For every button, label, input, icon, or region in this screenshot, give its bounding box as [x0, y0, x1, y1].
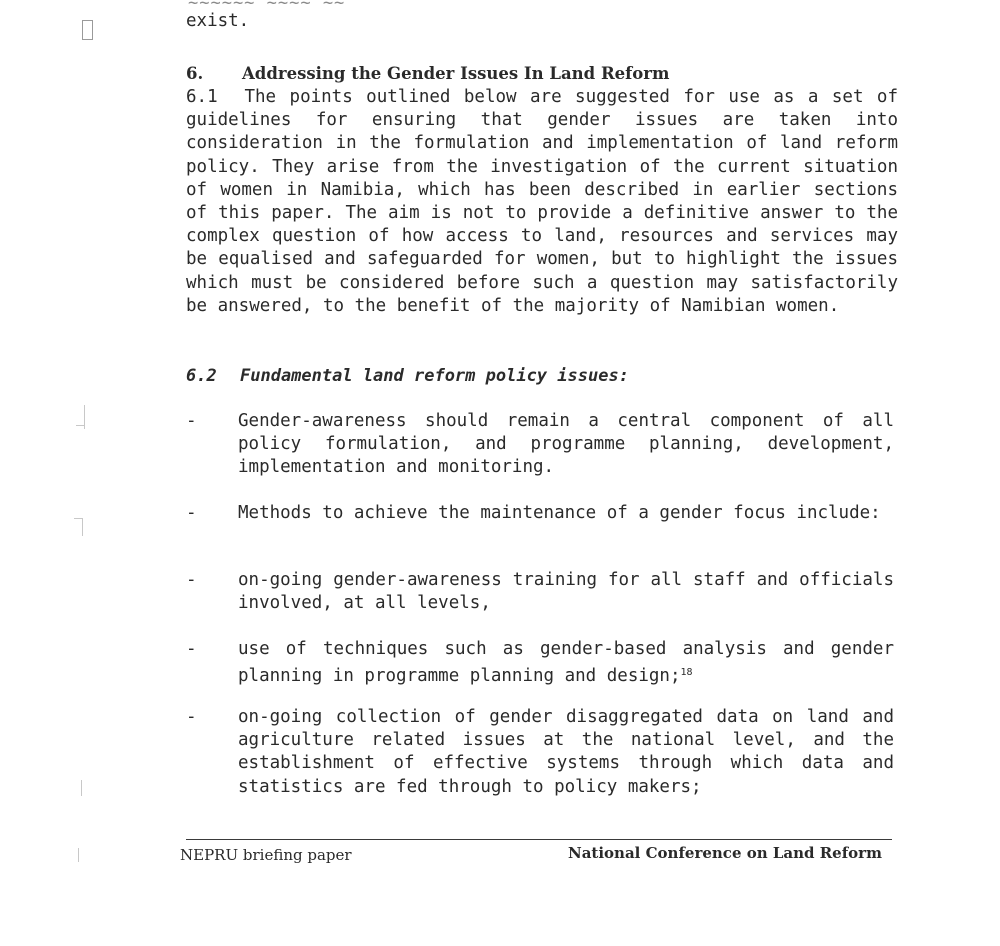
- section-title: Addressing the Gender Issues In Land Reform: [242, 64, 670, 83]
- bullet-text: use of techniques such as gender-based analysis and gender planning in programme planning and design;: [238, 639, 894, 687]
- bullet-text: on-going gender-awareness training for all staff and officials involved, at all levels,: [238, 570, 894, 614]
- bullet-dash: -: [186, 570, 197, 590]
- scan-margin-line: [76, 425, 84, 426]
- top-fragment: exist.: [186, 11, 250, 31]
- bullet-text-with-footnote: [238, 638, 894, 688]
- scan-margin-line: [74, 518, 82, 519]
- bullet-text: Methods to achieve the maintenance of a gender focus include:: [238, 503, 881, 523]
- subsection-title: Fundamental land reform policy issues:: [240, 366, 629, 386]
- footnote-marker: 18: [680, 667, 693, 679]
- bullet-item: [186, 638, 898, 688]
- subsection-heading: [186, 364, 898, 388]
- bullet-text: Gender-awareness should remain a central component of all policy formulation, and programme planning, development, implementation and monitoring.: [238, 411, 894, 478]
- bullet-item: [186, 410, 898, 480]
- scan-margin-line: [78, 848, 79, 862]
- scan-margin-line: [82, 518, 83, 536]
- bullet-dash: -: [186, 503, 197, 523]
- footer-right: National Conference on Land Reform: [568, 844, 882, 862]
- paragraph-6-1: [186, 86, 898, 318]
- scan-margin-line: [84, 405, 85, 429]
- scan-margin-line: [81, 780, 82, 796]
- bullet-dash: -: [186, 411, 197, 431]
- section-heading: [186, 62, 898, 86]
- bullet-dash: -: [186, 639, 197, 659]
- scan-bracket-mark: [82, 20, 93, 40]
- bullet-dash: -: [186, 707, 197, 727]
- subsection-number: 6.2: [186, 366, 217, 386]
- bullet-item: [186, 502, 898, 525]
- bullet-text: on-going collection of gender disaggregated data on land and agriculture related issues at the national level, and the establishment of effective systems through which data and statistics are fed through to policy makers;: [238, 707, 894, 797]
- footer-left: NEPRU briefing paper: [180, 846, 352, 864]
- section-number: 6.: [186, 64, 204, 83]
- paragraph-text: The points outlined below are suggested for use as a set of guidelines for ensuring that gender issues are taken into consideration in the formulation and implementation of land reform policy. They arise from the investigation of the current situation of women in Namibia, which has been described in earlier sections of this paper. The aim is not to provide a definitive answer to the complex question of how access to land, resources and services may be equalised and safeguarded for women, but to highlight the issues which must be considered before such a question may satisfactorily be answered, to the benefit of the majority of Namibian women.: [186, 87, 898, 316]
- bullet-item: [186, 569, 898, 615]
- paragraph-number: 6.1: [186, 87, 218, 107]
- bullet-item: [186, 706, 898, 799]
- footer-rule: [186, 839, 892, 840]
- cut-off-text-line: ~~~~~~ ~~~~ ~~: [188, 0, 346, 13]
